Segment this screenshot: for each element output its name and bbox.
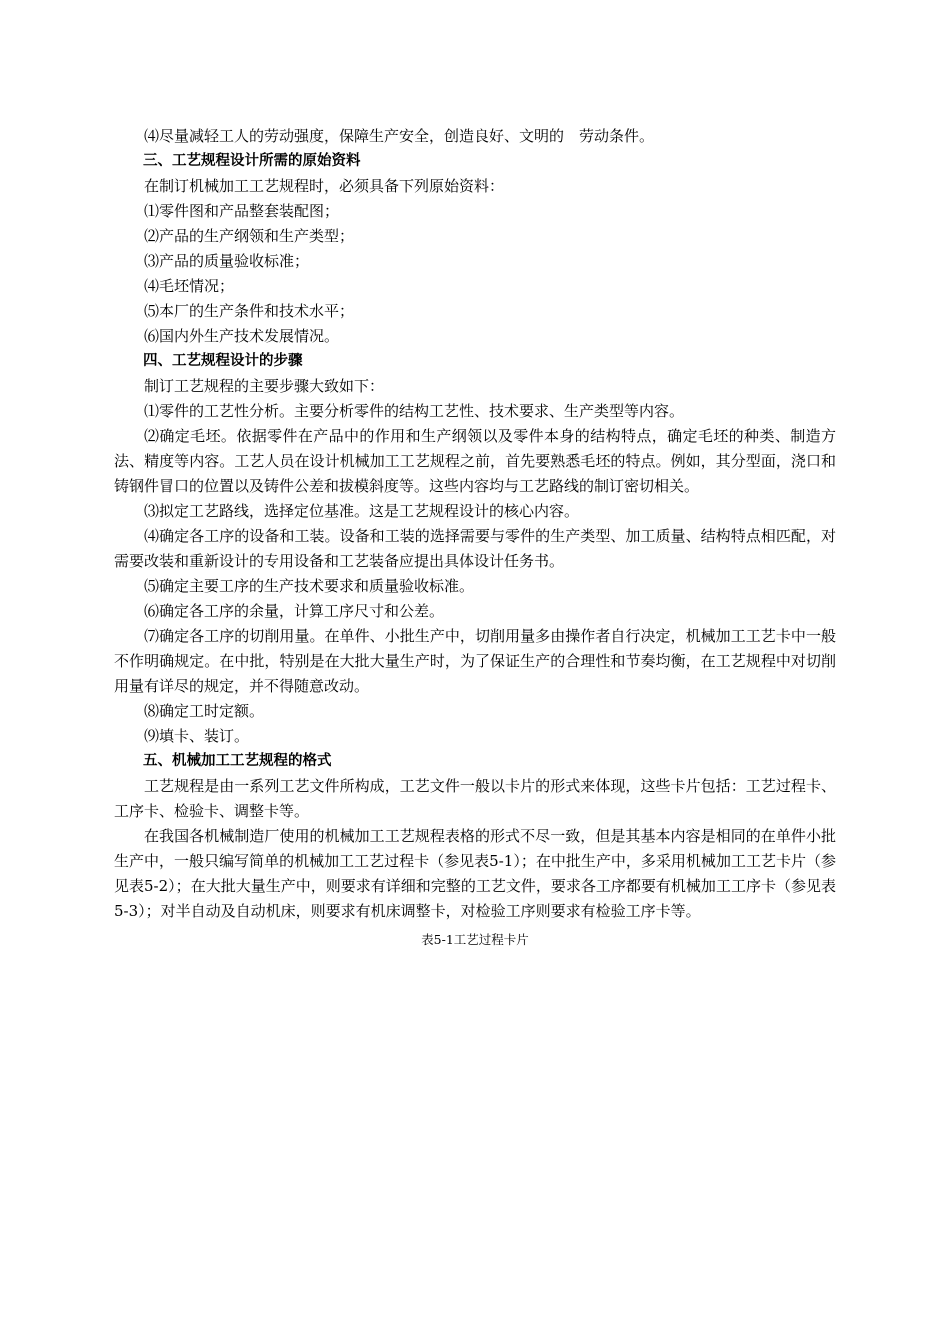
paragraph-section-4-intro: 制订工艺规程的主要步骤大致如下：	[144, 377, 385, 395]
list-item: ⑹国内外生产技术发展情况。	[144, 327, 340, 345]
table-caption: 表5-1工艺过程卡片	[421, 932, 529, 947]
paragraph-section-5-first: 工艺规程是由一系列工艺文件所构成，工艺文件一般以卡片的形式来体现，这些卡片包括：工艺过程卡、工序卡、检验卡、调整卡等。	[114, 777, 836, 820]
step-item: ⑹确定各工序的余量，计算工序尺寸和公差。	[144, 602, 445, 620]
heading-section-3: 三、工艺规程设计所需的原始资料	[143, 153, 361, 169]
heading-section-4: 四、工艺规程设计的步骤	[143, 353, 303, 369]
step-item: ⑸确定主要工序的生产技术要求和质量验收标准。	[144, 577, 475, 595]
paragraph-section-3-intro: 在制订机械加工工艺规程时，必须具备下列原始资料：	[144, 177, 505, 195]
step-item: ⑷确定各工序的设备和工装。设备和工装的选择需要与零件的生产类型、加工质量、结构特点相匹配，对需要改装和重新设计的专用设备和工艺装备应提出具体设计任务书。	[114, 527, 836, 570]
step-item: ⑴零件的工艺性分析。主要分析零件的结构工艺性、技术要求、生产类型等内容。	[144, 402, 685, 420]
paragraph-section-5-second: 在我国各机械制造厂使用的机械加工工艺规程表格的形式不尽一致，但是其基本内容是相同的在单件小批生产中，一般只编写简单的机械加工工艺过程卡（参见表5-1）；在中批生产中，多采用机械加工工艺卡片（参见表5-2）；在大批大量生产中，则要求有详细和完整的工艺文件，要求各工序都要有机械加工工序卡（参见表5-3）；对半自动及自动机床，则要求有机床调整卡，对检验工序则要求有检验工序卡等。	[114, 827, 836, 920]
list-item: ⑷毛坯情况；	[144, 277, 235, 295]
list-item: ⑵产品的生产纲领和生产类型；	[144, 227, 355, 245]
list-item: ⑸本厂的生产条件和技术水平；	[144, 302, 355, 320]
step-item: ⑺确定各工序的切削用量。在单件、小批生产中，切削用量多由操作者自行决定，机械加工工艺卡中一般不作明确规定。在中批，特别是在大批大量生产时，为了保证生产的合理性和节奏均衡，在工艺规程中对切削用量有详尽的规定，并不得随意改动。	[114, 627, 836, 695]
step-item: ⑵确定毛坯。依据零件在产品中的作用和生产纲领以及零件本身的结构特点，确定毛坯的种类、制造方法、精度等内容。工艺人员在设计机械加工工艺规程之前，首先要熟悉毛坯的特点。例如，其分型面，浇口和铸钢件冒口的位置以及铸件公差和拔模斜度等。这些内容均与工艺路线的制订密切相关。	[114, 427, 836, 495]
paragraph-labor-conditions: ⑷尽量减轻工人的劳动强度，保障生产安全，创造良好、文明的 劳动条件。	[144, 127, 655, 145]
step-item: ⑶拟定工艺路线，选择定位基准。这是工艺规程设计的核心内容。	[144, 502, 580, 520]
step-item: ⑼填卡、装订。	[144, 727, 250, 745]
document-page	[114, 124, 836, 950]
list-item: ⑴零件图和产品整套装配图；	[144, 202, 340, 220]
list-item: ⑶产品的质量验收标准；	[144, 252, 310, 270]
step-item: ⑻确定工时定额。	[144, 702, 265, 720]
heading-section-5: 五、机械加工工艺规程的格式	[143, 753, 332, 769]
